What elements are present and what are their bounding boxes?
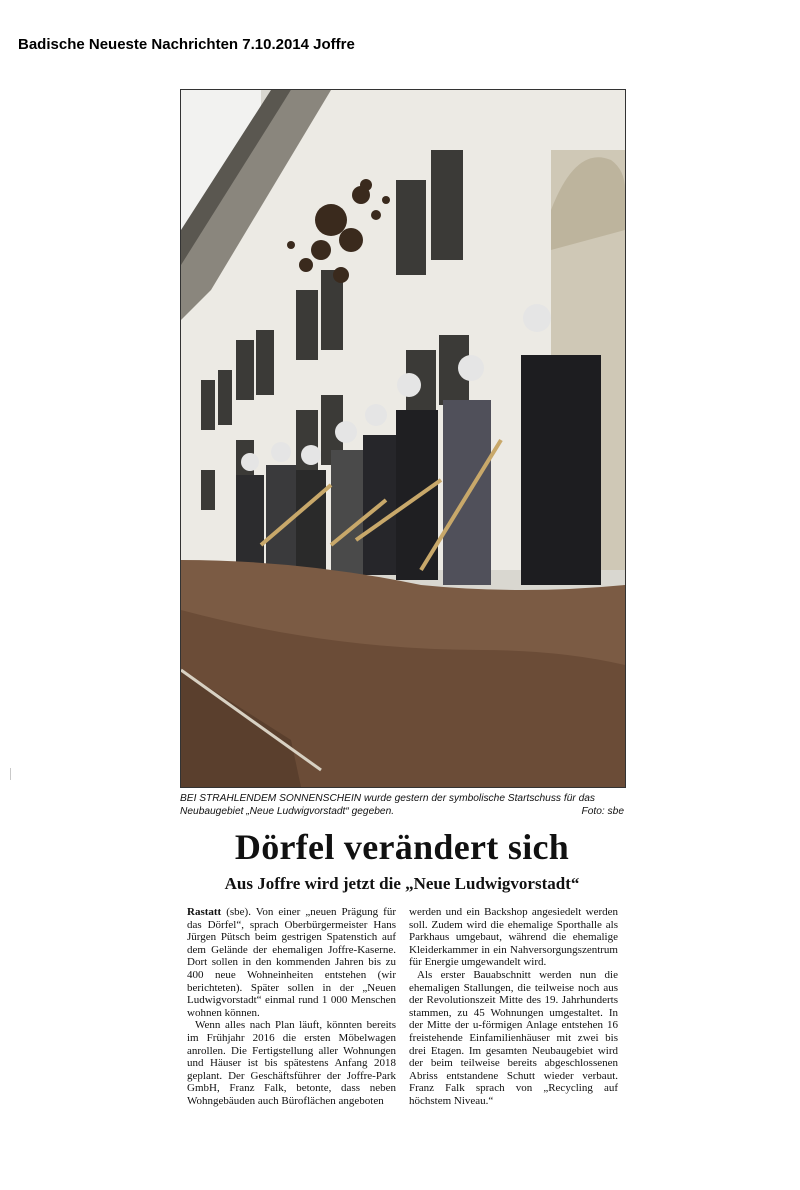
paragraph-text: (sbe). Von einer „neuen Prägung für das Dörfel“, sprach Oberbürgermeister Hans Jürgen Pütsch beim gestrigen Spatenstich auf dem Gelände der ehemaligen Joffre-Kaserne. Dort sollen in den kommenden Jahren bis zu 400 neue Wohneinheiten entstehen (wir berichteten). Später sollen in der „Neuen Ludwigvorstadt“ einmal rund 1 000 Menschen wohnen können.	[187, 906, 396, 1019]
article-headline: Dörfel verändert sich	[234, 827, 570, 867]
paragraph: werden und ein Backshop angesiedelt werden soll. Zudem wird die ehemalige Sporthalle als Parkhaus umgebaut, während die ehemalige Kleiderkammer in ein Nahversorgungszentrum für Energie umgewandelt wird.	[409, 906, 618, 969]
groundbreaking-photo-illustration	[181, 90, 625, 787]
source-line: Badische Neueste Nachrichten 7.10.2014 Joffre	[18, 36, 355, 53]
dateline: Rastatt	[187, 906, 222, 918]
paragraph	[187, 906, 396, 1019]
article-column-right	[409, 906, 618, 1108]
paragraph: Als erster Bauabschnitt werden nun die ehemaligen Stallungen, die teilweise noch aus der Revolutionszeit Mitte des 19. Jahrhunderts stammen, zu 45 Wohnungen umgestaltet. In der Mitte der u-förmigen Anlage entstehen 16 freistehende Einfamilienhäuser mit zwei bis drei Etagen. Im gesamten Neubaugebiet wird der beim teilweise bereits abgeschlossenen Abriss entstandene Schutt wieder verbaut. Franz Falk sprach von „Recycling auf höchstem Niveau.“	[409, 968, 618, 1107]
paragraph: Wenn alles nach Plan läuft, könnten bereits im Frühjahr 2016 die ersten Möbelwagen anrollen. Die Fertigstellung aller Wohnungen und Häuser ist bis spätestens Anfang 2018 geplant. Der Geschäftsführer der Joffre-Park GmbH, Franz Falk, betonte, dass neben Wohngebäuden auch Büroflächen angeboten	[187, 1019, 396, 1107]
article-subheadline: Aus Joffre wird jetzt die „Neue Ludwigvorstadt“	[224, 874, 580, 893]
article-column-left	[187, 906, 396, 1108]
photo-credit: Foto: sbe	[581, 806, 624, 817]
caption-lead: BEI STRAHLENDEM SONNENSCHEIN	[180, 793, 362, 804]
photo-caption	[180, 792, 624, 818]
scan-edge-mark	[10, 768, 11, 780]
article-photo	[180, 89, 626, 788]
caption-text: wurde gestern der symbolische Startschuss für das Neubaugebiet „Neue Ludwigvorstadt“ gegeben.	[180, 793, 596, 817]
